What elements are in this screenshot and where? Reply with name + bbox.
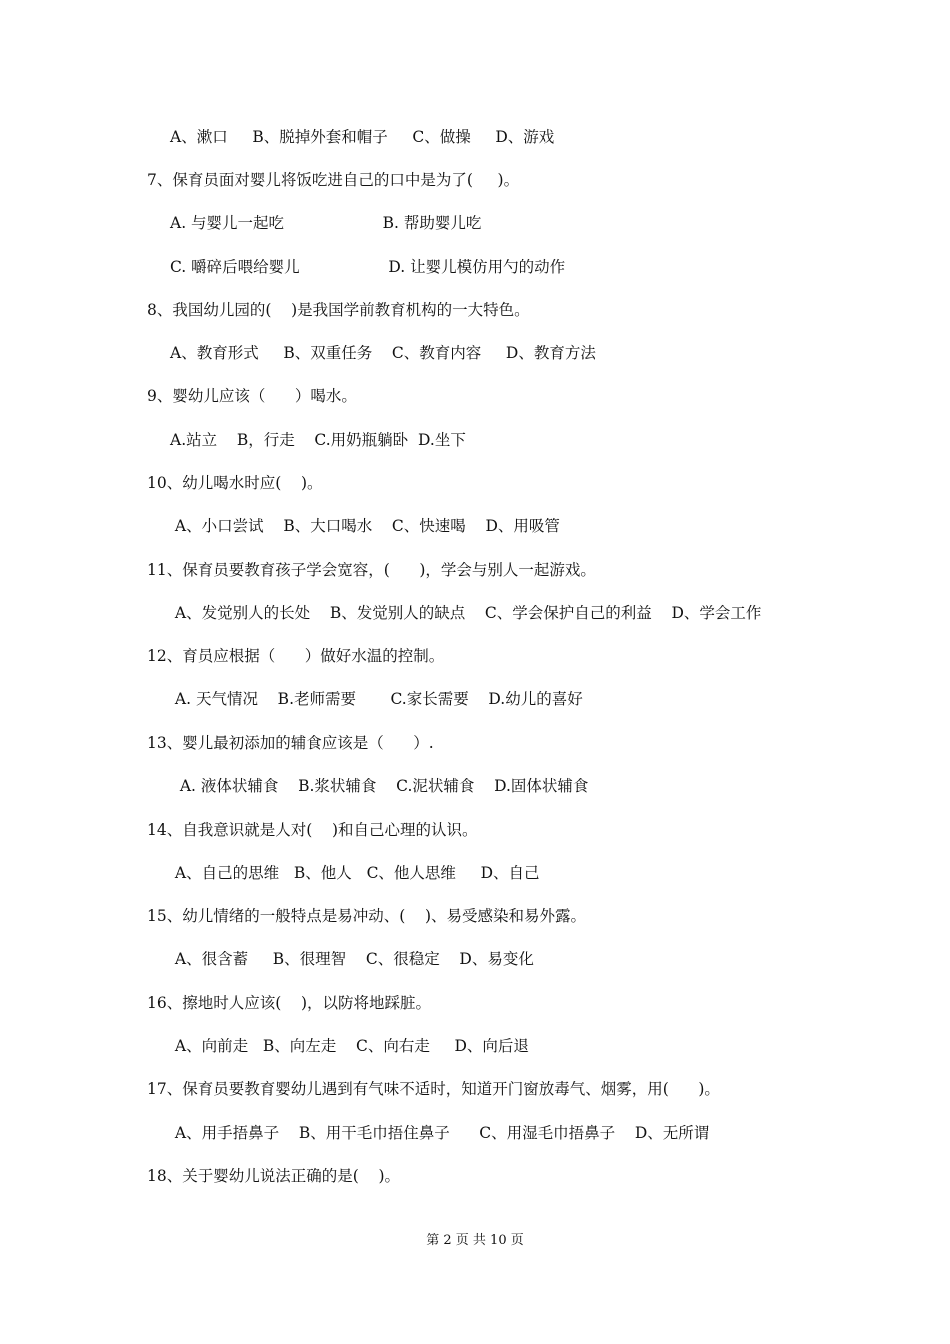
q13-options: A. 液体状辅食 B.浆状辅食 C.泥状辅食 D.固体状辅食: [170, 777, 589, 795]
q7-options-ab: A. 与婴儿一起吃 B. 帮助婴儿吃: [170, 214, 482, 232]
page-footer: 第 2 页 共 10 页: [426, 1233, 524, 1248]
q11-question: 11、保育员要教育孩子学会宽容，( )，学会与别人一起游戏。: [147, 561, 596, 579]
q7-options-cd: C. 嚼碎后喂给婴儿 D. 让婴儿模仿用勺的动作: [170, 258, 566, 276]
q15-question: 15、幼儿情绪的一般特点是易冲动、( )、易受感染和易外露。: [147, 907, 587, 925]
q17-question: 17、保育员要教育婴幼儿遇到有气味不适时，知道开门窗放毒气、烟雾，用( )。: [147, 1080, 720, 1098]
q15-options: A、很含蓄 B、很理智 C、很稳定 D、易变化: [170, 950, 534, 968]
q16-options: A、向前走 B、向左走 C、向右走 D、向后退: [170, 1037, 529, 1055]
q11-options: A、发觉别人的长处 B、发觉别人的缺点 C、学会保护自己的利益 D、学会工作: [170, 604, 762, 622]
q8-options: A、教育形式 B、双重任务 C、教育内容 D、教育方法: [170, 344, 596, 362]
q12-options: A. 天气情况 B.老师需要 C.家长需要 D.幼儿的喜好: [170, 690, 583, 708]
q9-options: A.站立 B，行走 C.用奶瓶躺卧 D.坐下: [170, 431, 466, 449]
q16-question: 16、擦地时人应该( )，以防将地踩脏。: [147, 994, 432, 1012]
q18-question: 18、关于婴幼儿说法正确的是( )。: [147, 1167, 401, 1185]
q9-question: 9、婴幼儿应该（ ）喝水。: [147, 387, 357, 405]
q10-options: A、小口尝试 B、大口喝水 C、快速喝 D、用吸管: [170, 517, 560, 535]
q12-question: 12、育员应根据（ ）做好水温的控制。: [147, 647, 445, 665]
q6-options: A、漱口 B、脱掉外套和帽子 C、做操 D、游戏: [170, 128, 555, 146]
q14-question: 14、自我意识就是人对( )和自己心理的认识。: [147, 821, 478, 839]
q7-question: 7、保育员面对婴儿将饭吃进自己的口中是为了( )。: [147, 171, 520, 189]
q10-question: 10、幼儿喝水时应( )。: [147, 474, 323, 492]
q17-options: A、用手捂鼻子 B、用干毛巾捂住鼻子 C、用湿毛巾捂鼻子 D、无所谓: [170, 1124, 710, 1142]
q14-options: A、自己的思维 B、他人 C、他人思维 D、自己: [170, 864, 540, 882]
q8-question: 8、我国幼儿园的( )是我国学前教育机构的一大特色。: [147, 301, 530, 319]
q13-question: 13、婴儿最初添加的辅食应该是（ ）.: [147, 734, 434, 752]
